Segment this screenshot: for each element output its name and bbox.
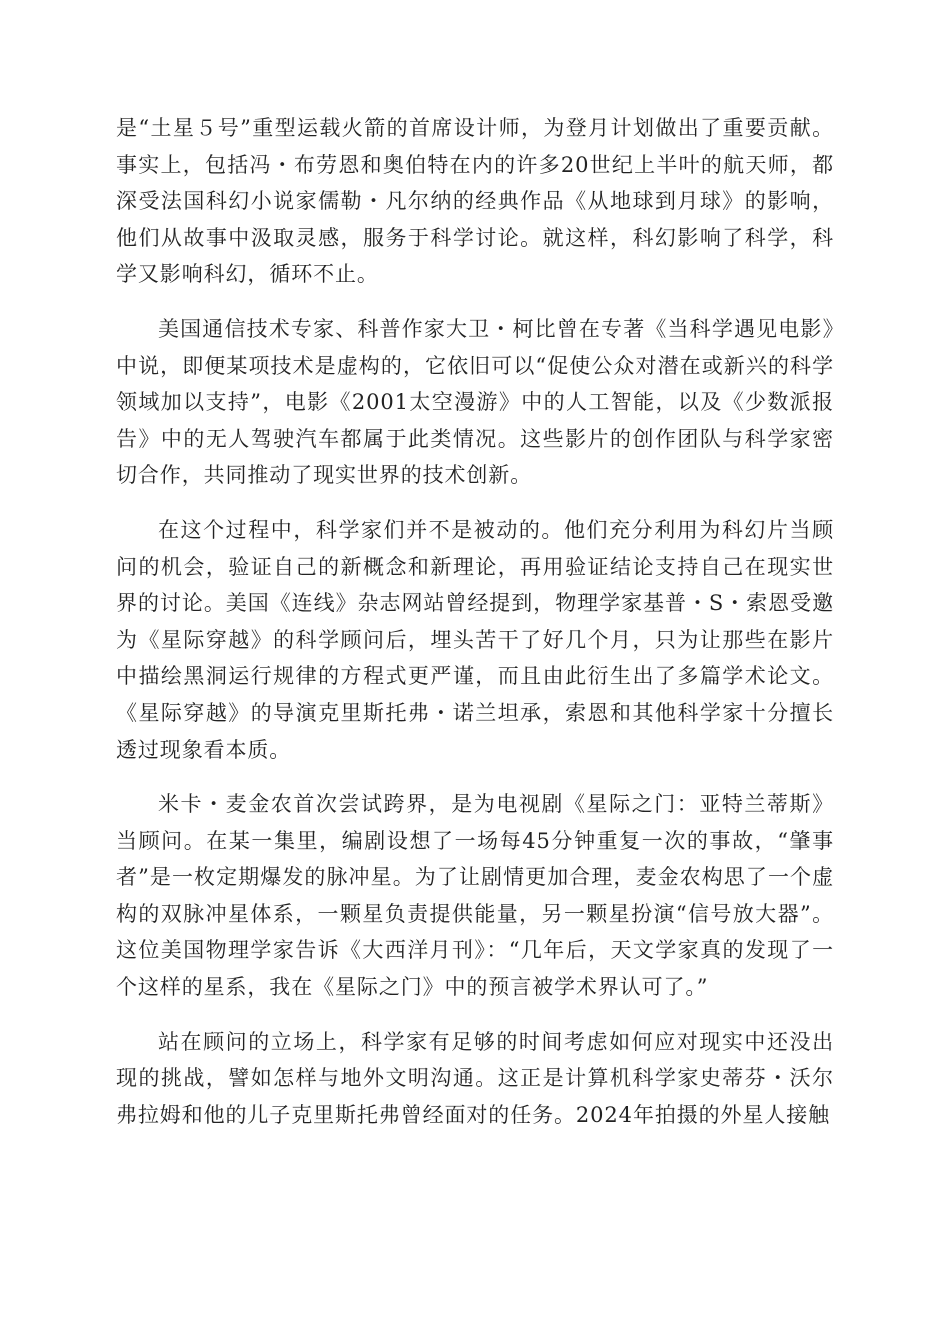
paragraph-2: 美国通信技术专家、科普作家大卫・柯比曾在专著《当科学遇见电影》中说，即便某项技术是虚构的，它依旧可以“促使公众对潜在或新兴的科学领域加以支持”，电影《2001太空漫游》中的人工智能，以及《少数派报告》中的无人驾驶汽车都属于此类情况。这些影片的创作团队与科学家密切合作，共同推动了现实世界的技术创新。 — [116, 316, 834, 488]
paragraph-1: 是“土星５号”重型运载火箭的首席设计师，为登月计划做出了重要贡献。事实上，包括冯・布劳恩和奥伯特在内的许多20世纪上半叶的航天师，都深受法国科幻小说家儒勒・凡尔纳的经典作品《从地球到月球》的影响，他们从故事中汲取灵感，服务于科学讨论。就这样，科幻影响了科学，科学又影响科幻，循环不止。 — [116, 116, 834, 287]
paragraph-5: 站在顾问的立场上，科学家有足够的时间考虑如何应对现实中还没出现的挑战，譬如怎样与地外文明沟通。这正是计算机科学家史蒂芬・沃尔弗拉姆和他的儿子克里斯托弗曾经面对的任务。2024年拍摄的外星人接触 — [116, 1029, 834, 1127]
paragraph-3: 在这个过程中，科学家们并不是被动的。他们充分利用为科幻片当顾问的机会，验证自己的新概念和新理论，再用验证结论支持自己在现实世界的讨论。美国《连线》杂志网站曾经提到，物理学家基普・S・索恩受邀为《星际穿越》的科学顾问后，埋头苦干了好几个月，只为让那些在影片中描绘黑洞运行规律的方程式更严谨，而且由此衍生出了多篇学术论文。《星际穿越》的导演克里斯托弗・诺兰坦承，索恩和其他科学家十分擅长透过现象看本质。 — [116, 517, 834, 762]
article-body — [116, 110, 834, 1151]
paragraph-4: 米卡・麦金农首次尝试跨界，是为电视剧《星际之门：亚特兰蒂斯》当顾问。在某一集里，编剧设想了一场每45分钟重复一次的事故，“肇事者”是一枚定期爆发的脉冲星。为了让剧情更加合理，麦金农构思了一个虚构的双脉冲星体系，一颗星负责提供能量，另一颗星扮演“信号放大器”。这位美国物理学家告诉《大西洋月刊》：“几年后，天文学家真的发现了一个这样的星系，我在《星际之门》中的预言被学术界认可了。” — [116, 792, 834, 1000]
